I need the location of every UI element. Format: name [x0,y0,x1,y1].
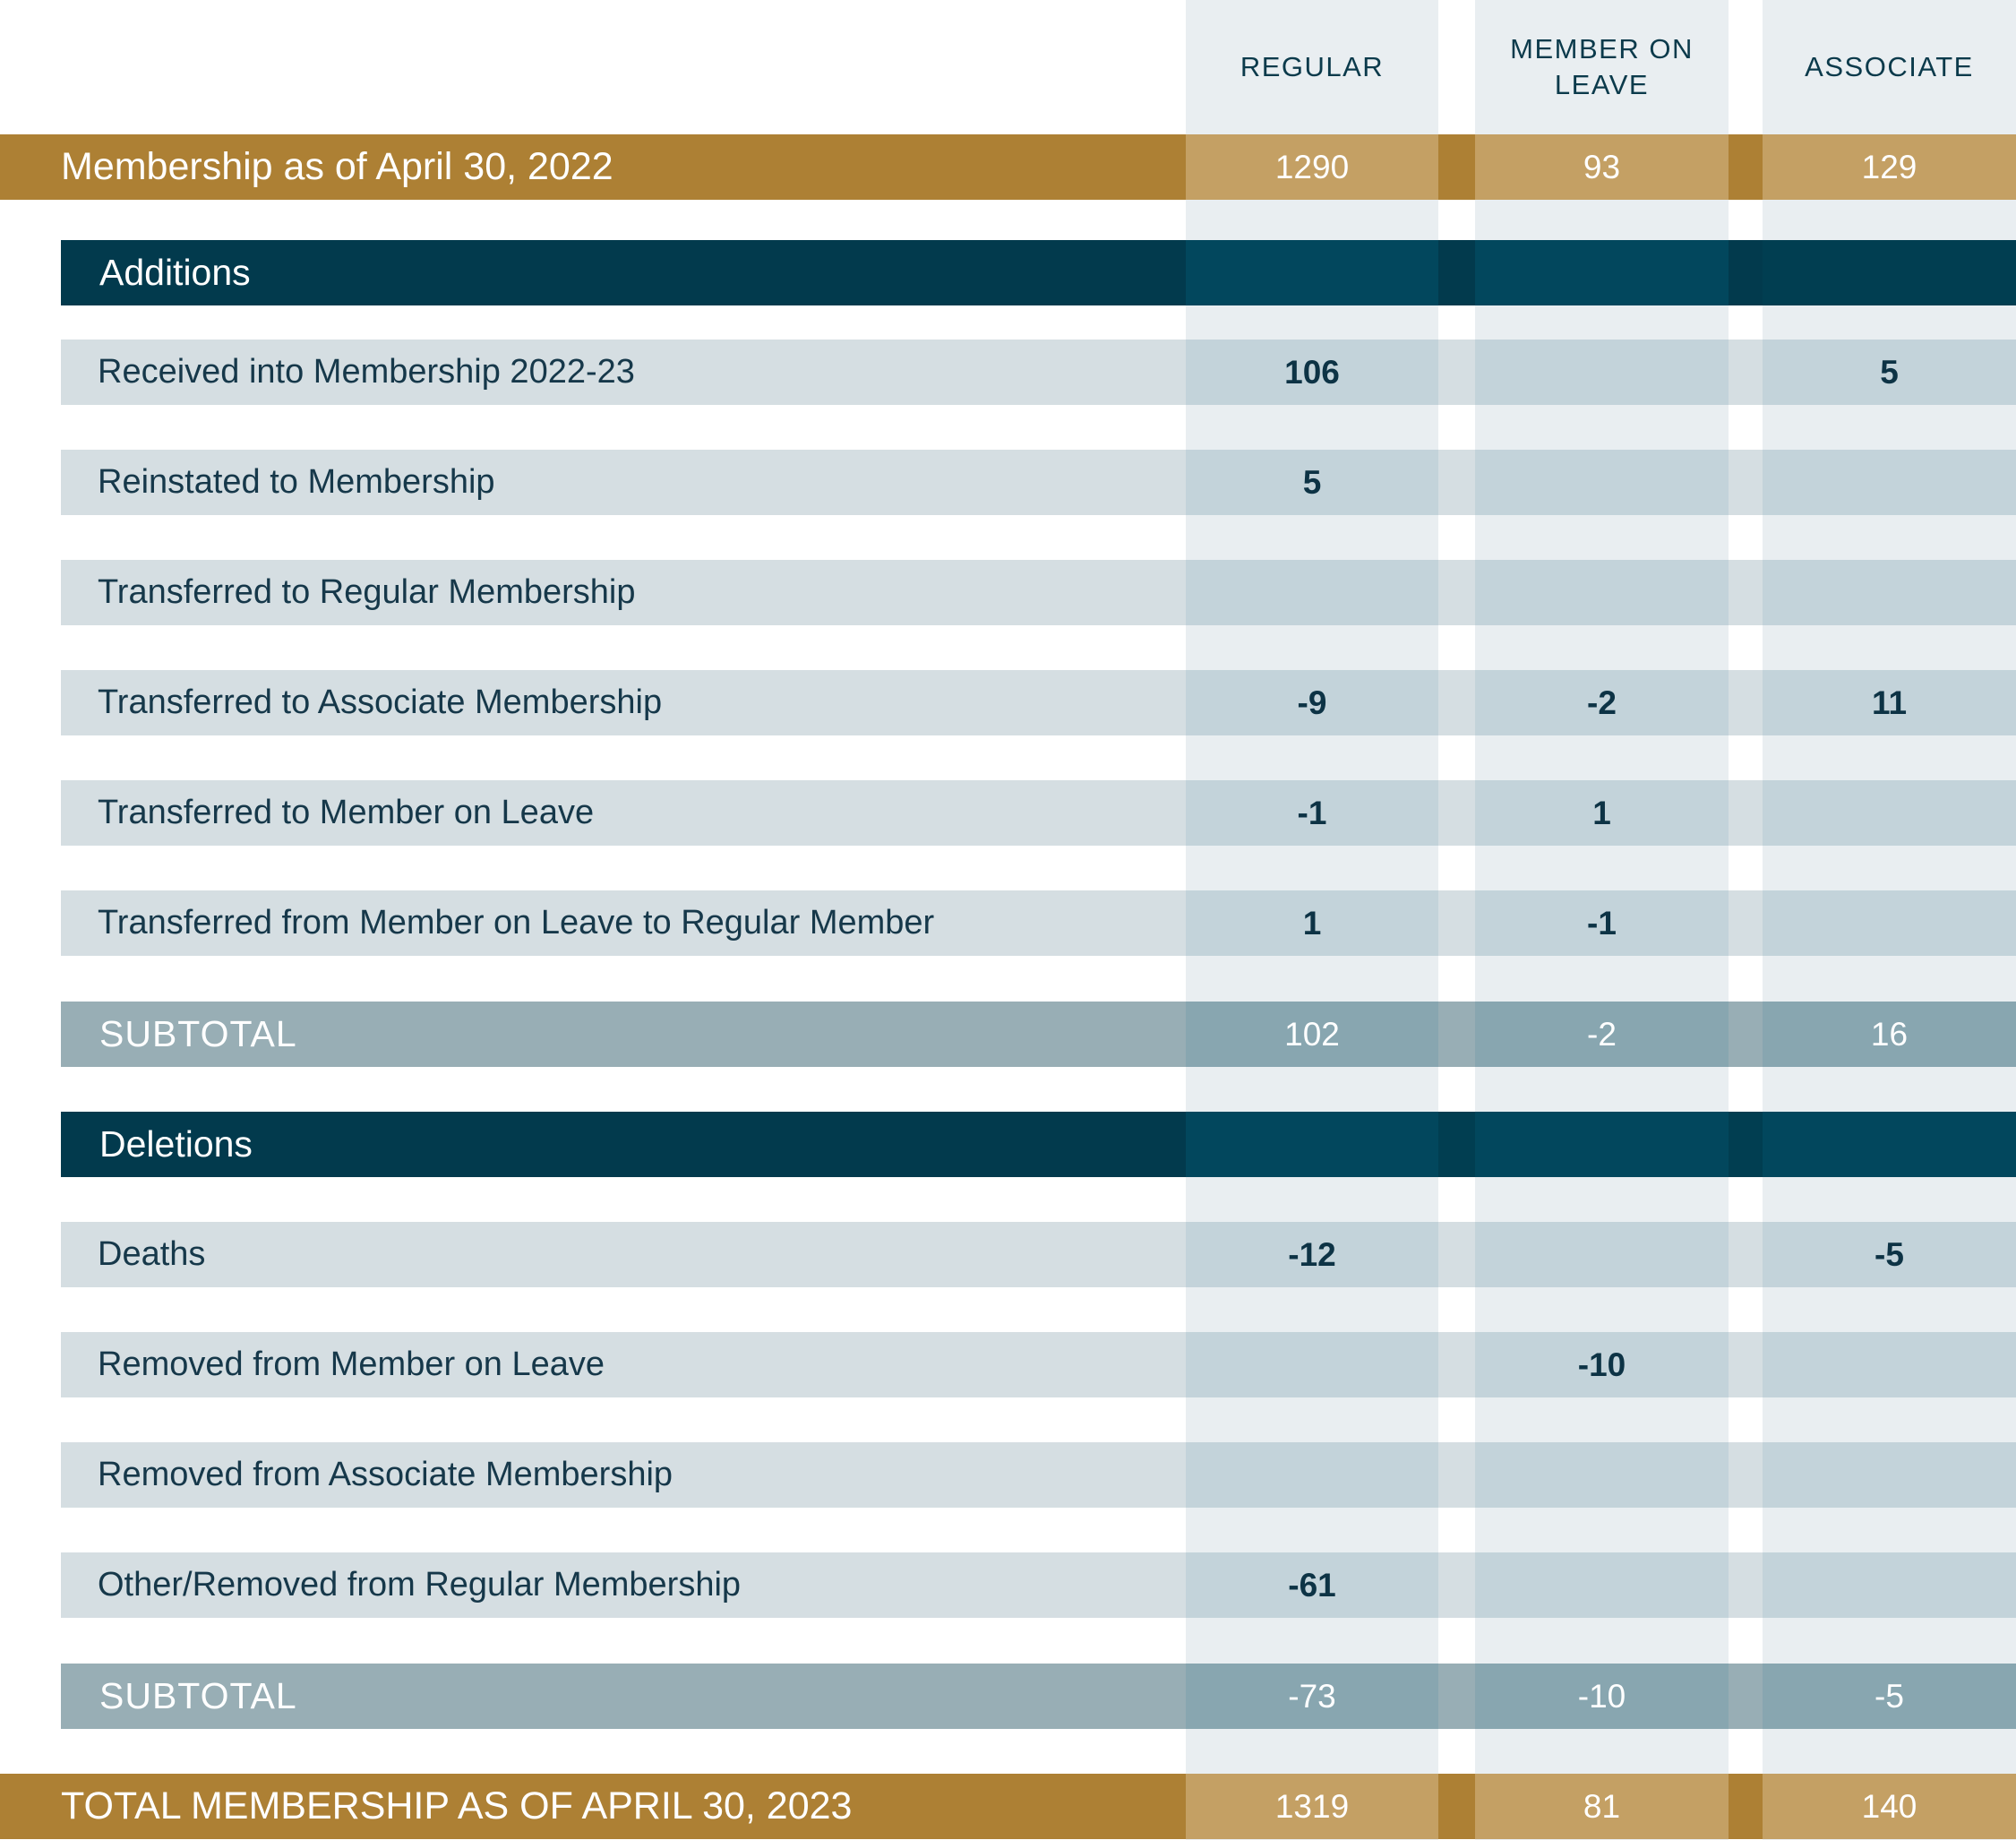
deletions-section-header [61,1112,2016,1177]
associate-value: 11 [1763,670,2016,735]
regular-band-cell [1186,240,1438,305]
deletions-subtotal-row [61,1664,2016,1729]
associate-value [1763,890,2016,956]
table-row [61,1442,2016,1508]
associate-value: 5 [1763,340,2016,405]
regular-value: 102 [1186,1002,1438,1067]
associate-value [1763,450,2016,515]
row-label: Transferred to Member on Leave [98,794,595,831]
associate-value: 16 [1763,1002,2016,1067]
gap-band-cell [1438,1112,1475,1177]
section-title: Deletions [99,1123,253,1165]
row-label: Membership as of April 30, 2022 [61,145,613,188]
row-label: SUBTOTAL [99,1013,297,1054]
row-label: Reinstated to Membership [98,463,495,501]
table-row [61,1222,2016,1287]
regular-value: 1290 [1186,134,1438,200]
regular-value [1186,1442,1438,1508]
row-label: TOTAL MEMBERSHIP AS OF APRIL 30, 2023 [61,1784,853,1827]
associate-value [1763,1552,2016,1618]
regular-value: -9 [1186,670,1438,735]
member-on-leave-band-cell [1475,1112,1729,1177]
row-label: SUBTOTAL [99,1675,297,1716]
regular-band-cell [1186,1112,1438,1177]
member-on-leave-value [1475,1222,1729,1287]
regular-value: 5 [1186,450,1438,515]
row-label: Transferred to Regular Membership [98,573,636,611]
associate-value: -5 [1763,1664,2016,1729]
regular-value: 106 [1186,340,1438,405]
row-label: Transferred to Associate Membership [98,684,663,721]
row-label: Received into Membership 2022-23 [98,353,635,391]
additions-section-header [61,240,2016,305]
table-row [61,1332,2016,1397]
column-header-regular: REGULAR [1240,51,1385,82]
member-on-leave-value: 81 [1475,1774,1729,1839]
table-row [61,670,2016,735]
associate-value: 129 [1763,134,2016,200]
gap-band-cell [1729,1112,1763,1177]
regular-value [1186,1332,1438,1397]
row-label: Removed from Associate Membership [98,1456,673,1493]
member-on-leave-value: 1 [1475,780,1729,846]
associate-value [1763,1332,2016,1397]
associate-value: 140 [1763,1774,2016,1839]
regular-value: 1 [1186,890,1438,956]
associate-band-cell [1763,1112,2016,1177]
table-row [61,560,2016,625]
member-on-leave-value: -2 [1475,670,1729,735]
table-row [61,340,2016,405]
additions-subtotal-row [61,1002,2016,1067]
regular-value: -73 [1186,1664,1438,1729]
total-membership-row [0,1774,2016,1839]
row-label: Removed from Member on Leave [98,1346,605,1383]
regular-value: -61 [1186,1552,1438,1618]
associate-value [1763,780,2016,846]
associate-value: -5 [1763,1222,2016,1287]
table-row [61,890,2016,956]
column-header-associate: ASSOCIATE [1805,51,1974,82]
row-label: Other/Removed from Regular Membership [98,1566,742,1604]
member-on-leave-band-cell [1475,240,1729,305]
member-on-leave-value [1475,560,1729,625]
regular-value: -1 [1186,780,1438,846]
associate-value [1763,1442,2016,1508]
regular-value: 1319 [1186,1774,1438,1839]
regular-value [1186,560,1438,625]
member-on-leave-value [1475,1442,1729,1508]
section-title: Additions [99,252,251,293]
member-on-leave-value: -10 [1475,1332,1729,1397]
column-header-member-on-leave: MEMBER ON LEAVE [1510,33,1694,100]
member-on-leave-value: -2 [1475,1002,1729,1067]
regular-value: -12 [1186,1222,1438,1287]
row-label: Transferred from Member on Leave to Regular Member [98,904,935,941]
opening-membership-row [0,134,2016,200]
associate-band-cell [1763,240,2016,305]
member-on-leave-value: -10 [1475,1664,1729,1729]
member-on-leave-value [1475,450,1729,515]
member-on-leave-value: -1 [1475,890,1729,956]
member-on-leave-value: 93 [1475,134,1729,200]
member-on-leave-value [1475,1552,1729,1618]
member-on-leave-value [1475,340,1729,405]
table-row [61,780,2016,846]
table-row [61,450,2016,515]
associate-value [1763,560,2016,625]
table-row [61,1552,2016,1618]
row-label: Deaths [98,1235,206,1273]
